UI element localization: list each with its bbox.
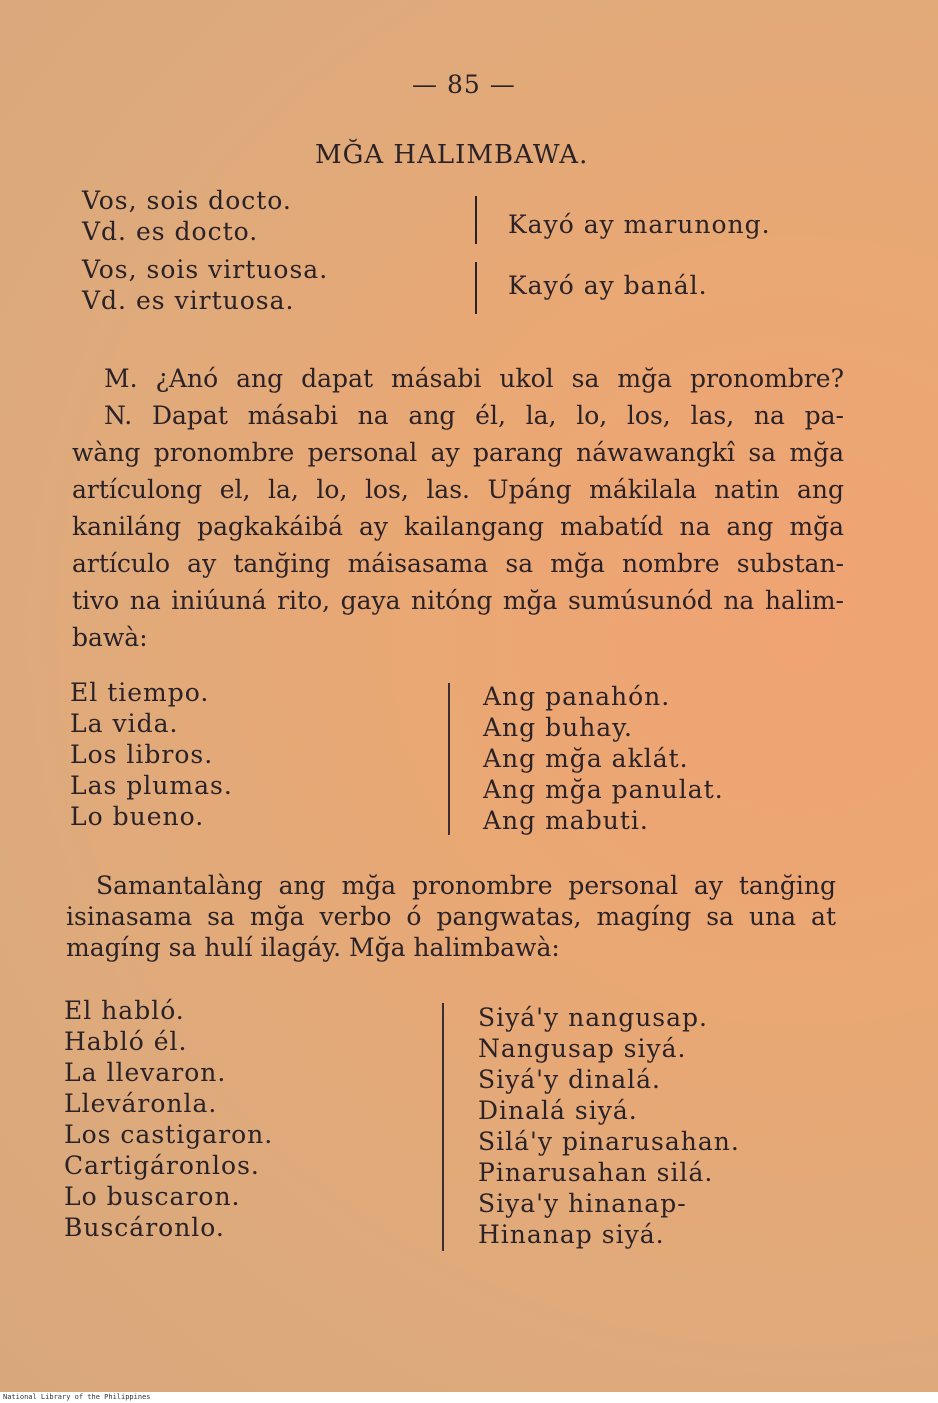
spanish-phrase: Cartigáronlos.: [64, 1151, 260, 1180]
spanish-phrase: Los castigaron.: [64, 1120, 274, 1149]
page-number: — 85 —: [412, 70, 516, 99]
tagalog-phrase: Ang panahón.: [483, 682, 671, 711]
text-line: isinasama sa mğa verbo ó pangwatas, magíng sa una at: [66, 902, 836, 931]
text-line: M. ¿Anó ang dapat másabi ukol sa mğa pronombre?: [104, 364, 844, 393]
spanish-column: [70, 677, 233, 832]
tagalog-phrase: Pinarusahan silá.: [478, 1158, 714, 1187]
spanish-phrase: Lleváronla.: [64, 1089, 218, 1118]
spanish-example: Vd. es virtuosa.: [82, 286, 295, 315]
brace: [475, 262, 485, 314]
tagalog-phrase: Nangusap siyá.: [478, 1034, 687, 1063]
spanish-example: Vd. es docto.: [82, 217, 259, 246]
spanish-column: [64, 995, 273, 1243]
brace: [475, 196, 485, 244]
tagalog-phrase: Silá'y pinarusahan.: [478, 1127, 740, 1156]
tagalog-phrase: Ang mğa panulat.: [483, 775, 724, 804]
spanish-phrase: El tiempo.: [70, 678, 210, 707]
text-line: artículo ay tanğing máisasama sa mğa nombre substan-: [72, 549, 844, 578]
spanish-example: Vos, sois virtuosa.: [82, 255, 329, 284]
tagalog-phrase: Hinanap siyá.: [478, 1220, 665, 1249]
text-line: magíng sa hulí ilagáy. Mğa halimbawà:: [66, 933, 560, 962]
spanish-phrase: Buscáronlo.: [64, 1213, 225, 1242]
text-line: Samantalàng ang mğa pronombre personal ay tanğing: [96, 871, 836, 900]
text-line: kaniláng pagkakáibá ay kailangang mabatíd na ang mğa: [72, 512, 844, 541]
spanish-phrase: La llevaron.: [64, 1058, 227, 1087]
library-credit: National Library of the Philippines: [0, 1392, 938, 1403]
tagalog-phrase: Dinalá siyá.: [478, 1096, 638, 1125]
spanish-phrase: Las plumas.: [70, 771, 233, 800]
spanish-phrase: Habló él.: [64, 1027, 188, 1056]
text-line: tivo na iniúuná rito, gaya nitóng mğa sumúsunód na halim-: [72, 586, 844, 615]
tagalog-phrase: Ang mabuti.: [483, 806, 649, 835]
spanish-phrase: Los libros.: [70, 740, 214, 769]
text-line: bawà:: [72, 623, 148, 652]
question-answer-paragraph: [72, 360, 844, 656]
tagalog-phrase: Siyá'y dinalá.: [478, 1065, 661, 1094]
tagalog-phrase: Ang buhay.: [483, 713, 633, 742]
tagalog-phrase: Siyá'y nangusap.: [478, 1003, 708, 1032]
column-divider: [448, 683, 450, 835]
tagalog-column: [483, 681, 724, 836]
spanish-phrase: Lo buscaron.: [64, 1182, 241, 1211]
tagalog-phrase: Ang mğa aklát.: [483, 744, 689, 773]
section-heading: MĞA HALIMBAWA.: [315, 140, 589, 170]
spanish-phrase: La vida.: [70, 709, 179, 738]
spanish-phrase: El habló.: [64, 996, 185, 1025]
spanish-example: Vos, sois docto.: [82, 186, 292, 215]
tagalog-column: [478, 1002, 740, 1250]
tagalog-translation: Kayó ay banál.: [508, 271, 708, 300]
text-line: N. Dapat másabi na ang él, la, lo, los, las, na pa-: [104, 401, 844, 430]
verb-paragraph: [66, 870, 836, 963]
column-divider: [442, 1003, 444, 1251]
text-line: wàng pronombre personal ay parang náwawangkî sa mğa: [72, 438, 844, 467]
tagalog-phrase: Siya'y hinanap-: [478, 1189, 687, 1218]
tagalog-translation: Kayó ay marunong.: [508, 210, 771, 239]
spanish-phrase: Lo bueno.: [70, 802, 205, 831]
text-line: artículong el, la, lo, los, las. Upáng mákilala natin ang: [72, 475, 844, 504]
